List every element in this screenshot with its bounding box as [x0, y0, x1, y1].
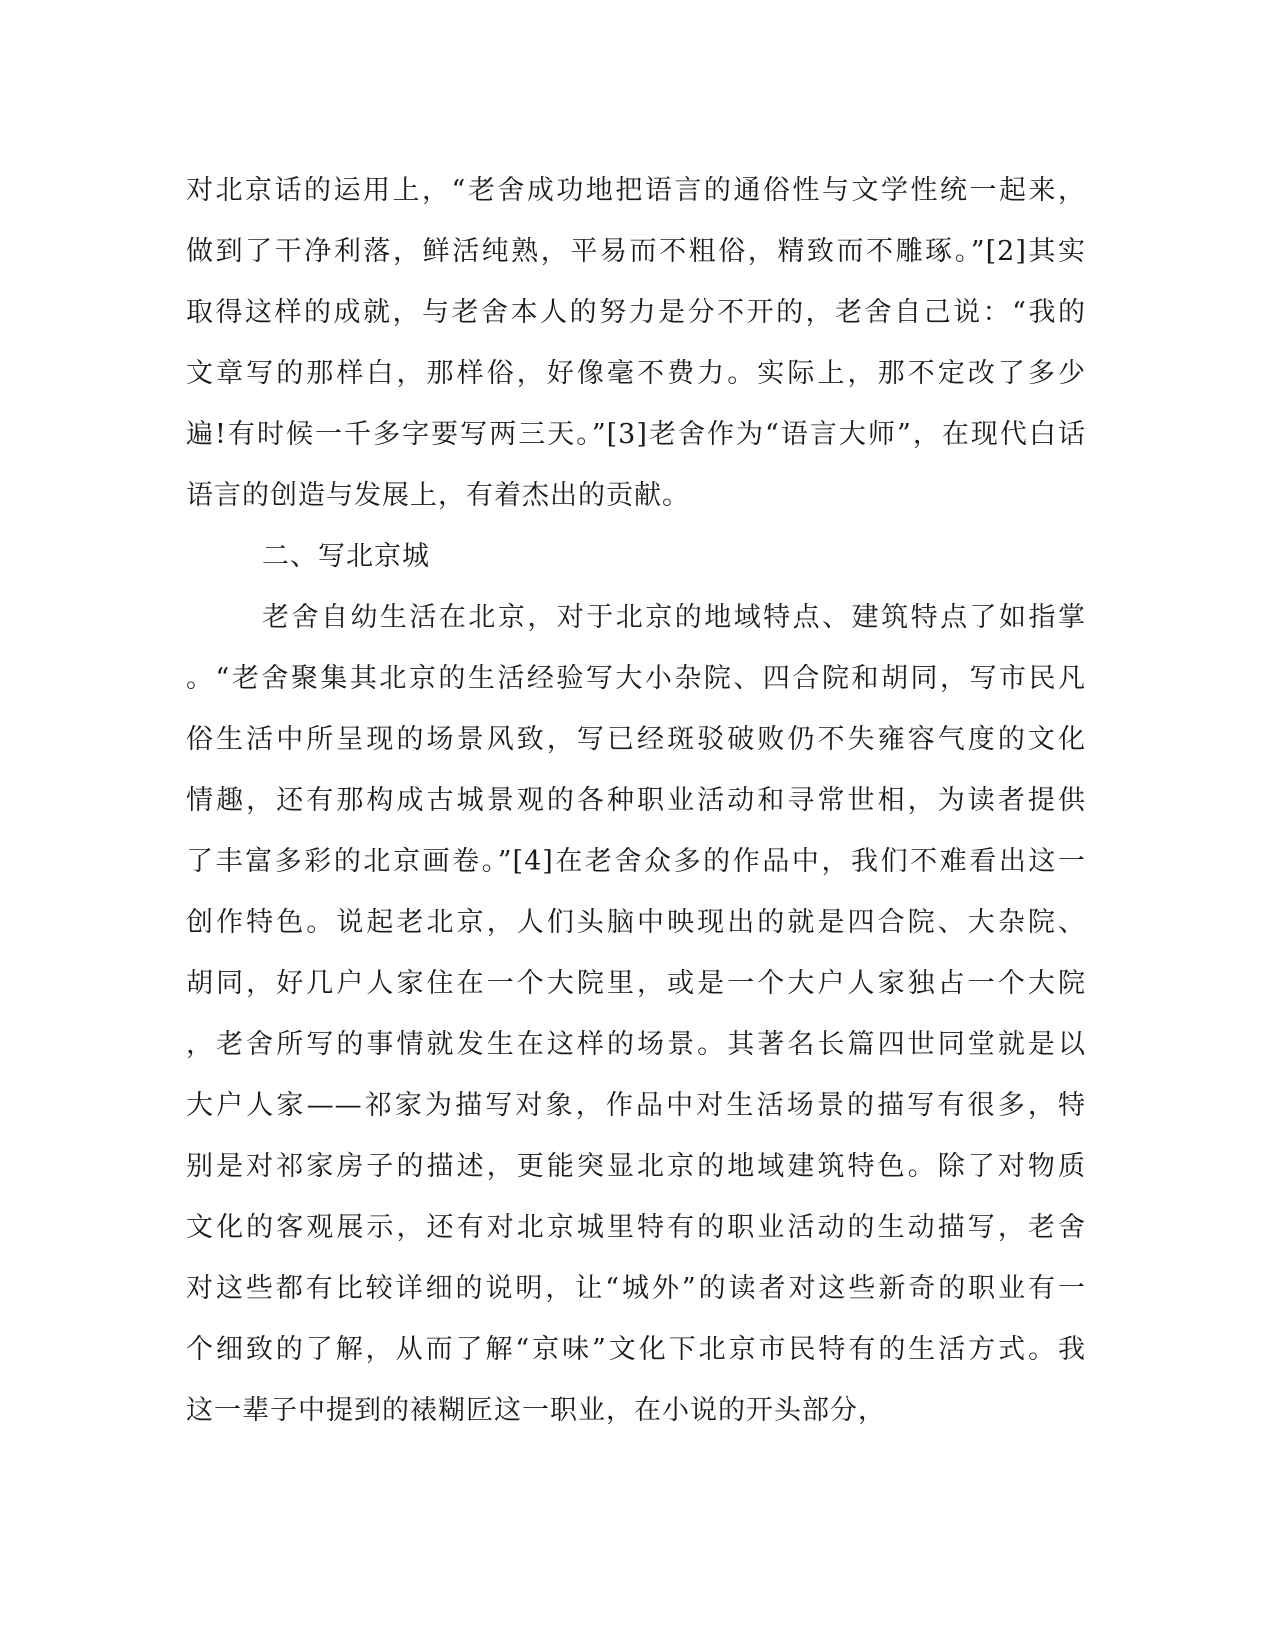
text-line-10: 俗生活中所呈现的场景风致，写已经斑驳破败仍不失雍容气度的文化: [186, 724, 1086, 755]
text-line-19: 对这些都有比较详细的说明，让“城外”的读者对这些新奇的职业有一: [186, 1273, 1086, 1304]
text-line-3: 取得这样的成就，与老舍本人的努力是分不开的，老舍自己说：“我的: [186, 297, 1086, 328]
text-line-15: ，老舍所写的事情就发生在这样的场景。其著名长篇四世同堂就是以: [186, 1029, 1086, 1060]
text-line-18: 文化的客观展示，还有对北京城里特有的职业活动的生动描写，老舍: [186, 1212, 1086, 1243]
text-line-5: 遍!有时候一千多字要写两三天。”[3]老舍作为“语言大师”，在现代白话: [186, 419, 1086, 450]
text-line-1: 对北京话的运用上，“老舍成功地把语言的通俗性与文学性统一起来，: [186, 175, 1086, 206]
text-line-4: 文章写的那样白，那样俗，好像毫不费力。实际上，那不定改了多少: [186, 358, 1086, 389]
text-line-12: 了丰富多彩的北京画卷。”[4]在老舍众多的作品中，我们不难看出这一: [186, 846, 1086, 877]
text-line-16: 大户人家——祁家为描写对象，作品中对生活场景的描写有很多，特: [186, 1090, 1086, 1121]
body-text: [186, 160, 1086, 1441]
text-line-2: 做到了干净利落，鲜活纯熟，平易而不粗俗，精致而不雕琢。”[2]其实: [186, 236, 1086, 267]
text-line-17: 别是对祁家房子的描述，更能突显北京的地域建筑特色。除了对物质: [186, 1151, 1086, 1182]
text-line-9: 。“老舍聚集其北京的生活经验写大小杂院、四合院和胡同，写市民凡: [186, 663, 1086, 694]
text-line-6: 语言的创造与发展上，有着杰出的贡献。: [186, 480, 690, 511]
text-line-11: 情趣，还有那构成古城景观的各种职业活动和寻常世相，为读者提供: [186, 785, 1086, 816]
text-line-13: 创作特色。说起老北京，人们头脑中映现出的就是四合院、大杂院、: [186, 907, 1086, 938]
text-line-8: 老舍自幼生活在北京，对于北京的地域特点、建筑特点了如指掌: [262, 602, 1086, 633]
text-line-21: 这一辈子中提到的裱糊匠这一职业，在小说的开头部分，: [186, 1395, 886, 1426]
section-heading: 二、写北京城: [262, 541, 430, 572]
text-line-20: 个细致的了解，从而了解“京味”文化下北京市民特有的生活方式。我: [186, 1334, 1086, 1365]
text-line-14: 胡同，好几户人家住在一个大院里，或是一个大户人家独占一个大院: [186, 968, 1086, 999]
